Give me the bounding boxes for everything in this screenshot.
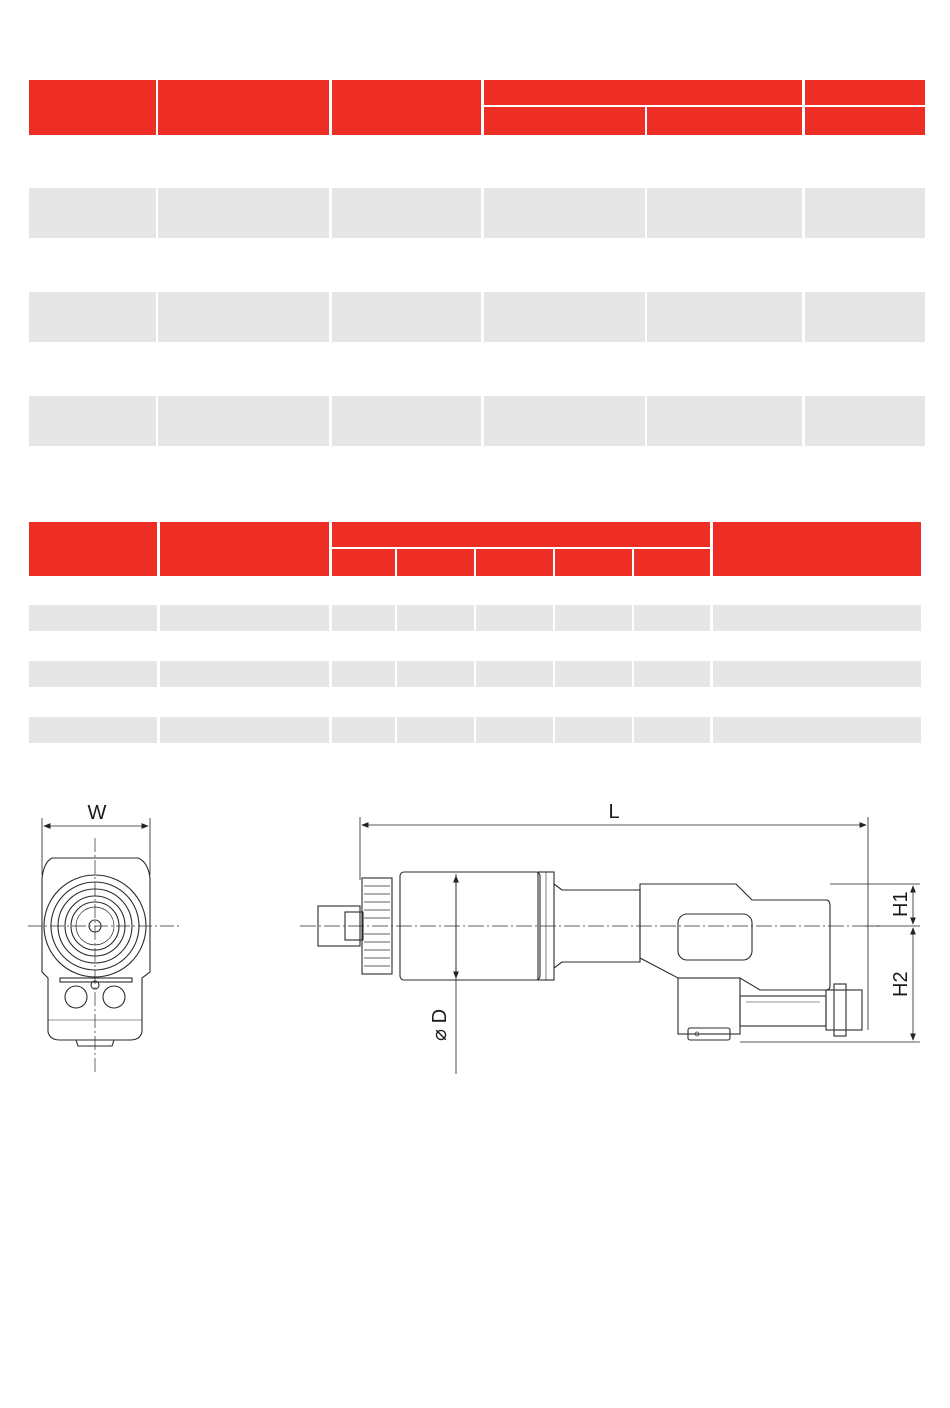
length-label: L bbox=[608, 801, 620, 823]
width-label: W bbox=[87, 802, 107, 824]
length-dimension bbox=[360, 817, 868, 1030]
height1-label: H1 bbox=[890, 891, 912, 917]
height2-label: H2 bbox=[890, 971, 912, 997]
side-view bbox=[300, 872, 880, 1040]
front-view bbox=[28, 838, 182, 1072]
diameter-label: ⌀ D bbox=[429, 1008, 451, 1041]
width-dimension bbox=[42, 818, 150, 875]
